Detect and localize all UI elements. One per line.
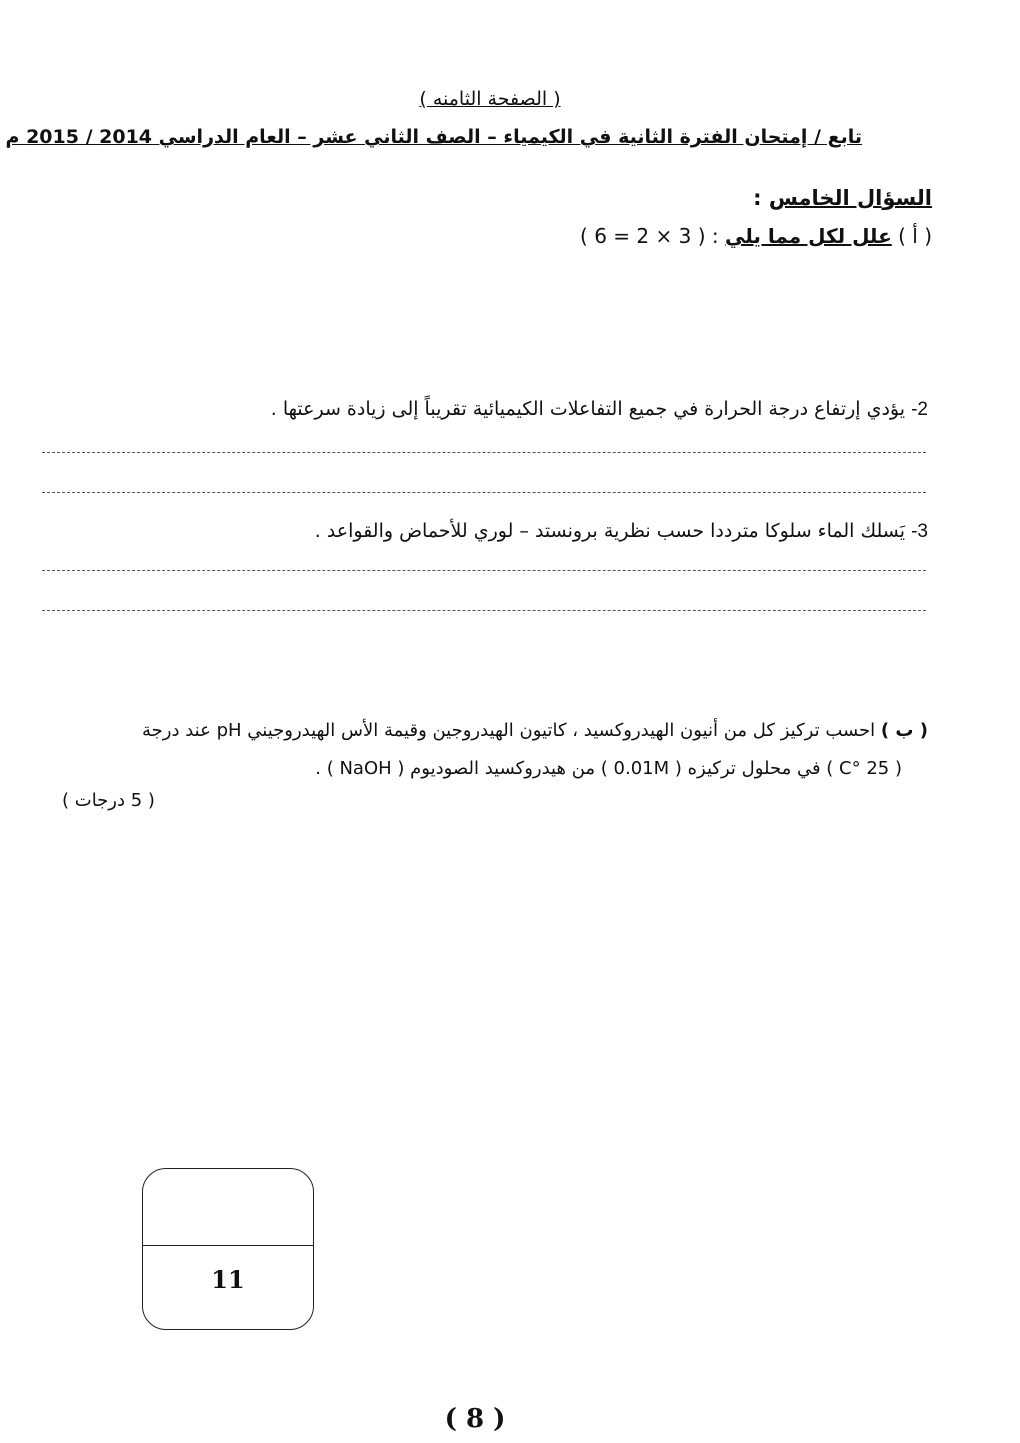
answer-line xyxy=(42,610,926,611)
part-b-text-1: احسب تركيز كل من أنيون الهيدروكسيد ، كاتيون الهيدروجين وقيمة الأس الهيدروجيني pH عند درجة xyxy=(142,720,876,741)
part-b-label: ( ب ) xyxy=(880,720,928,741)
part-b-line-1 xyxy=(68,712,928,750)
part-b-marks: ( 5 درجات ) xyxy=(62,790,155,811)
part-b-question xyxy=(68,712,928,788)
question-item xyxy=(315,520,928,543)
page-number: ( 8 ) xyxy=(444,1404,506,1434)
part-b-line-2: ( 25 °C ) في محلول تركيزه ( 0.01M ) من هيدروكسيد الصوديوم ( NaOH ) . xyxy=(315,758,902,779)
score-box-divider xyxy=(143,1245,313,1246)
part-a-prefix: ( أ ) xyxy=(891,224,932,248)
question-heading-colon: : xyxy=(753,186,769,210)
score-box xyxy=(142,1168,314,1330)
item-text: يؤدي إرتفاع درجة الحرارة في جميع التفاعلات الكيميائية تقريباً إلى زيادة سرعتها . xyxy=(270,398,906,420)
question-heading-text: السؤال الخامس xyxy=(768,186,932,210)
question-item xyxy=(271,398,928,421)
question-heading xyxy=(753,186,932,210)
part-a-instruction: علل لكل مما يلي xyxy=(724,224,892,248)
item-number: 3- xyxy=(911,521,928,542)
exam-title: تابع / إمتحان الفترة الثانية في الكيمياء – الصف الثاني عشر – العام الدراسي 2014 / 2015 م xyxy=(5,126,862,148)
score-value: 11 xyxy=(211,1265,245,1294)
page-label: ( الصفحة الثامنه ) xyxy=(419,88,561,110)
part-a-line xyxy=(580,224,932,248)
answer-line xyxy=(42,492,926,493)
item-text: يَسلك الماء سلوكا مترددا حسب نظرية برونستد – لوري للأحماض والقواعد . xyxy=(314,520,906,542)
item-number: 2- xyxy=(911,399,928,420)
answer-line xyxy=(42,452,926,453)
part-a-marks: : ( 3 × 2 = 6 ) xyxy=(580,224,719,248)
answer-line xyxy=(42,570,926,571)
